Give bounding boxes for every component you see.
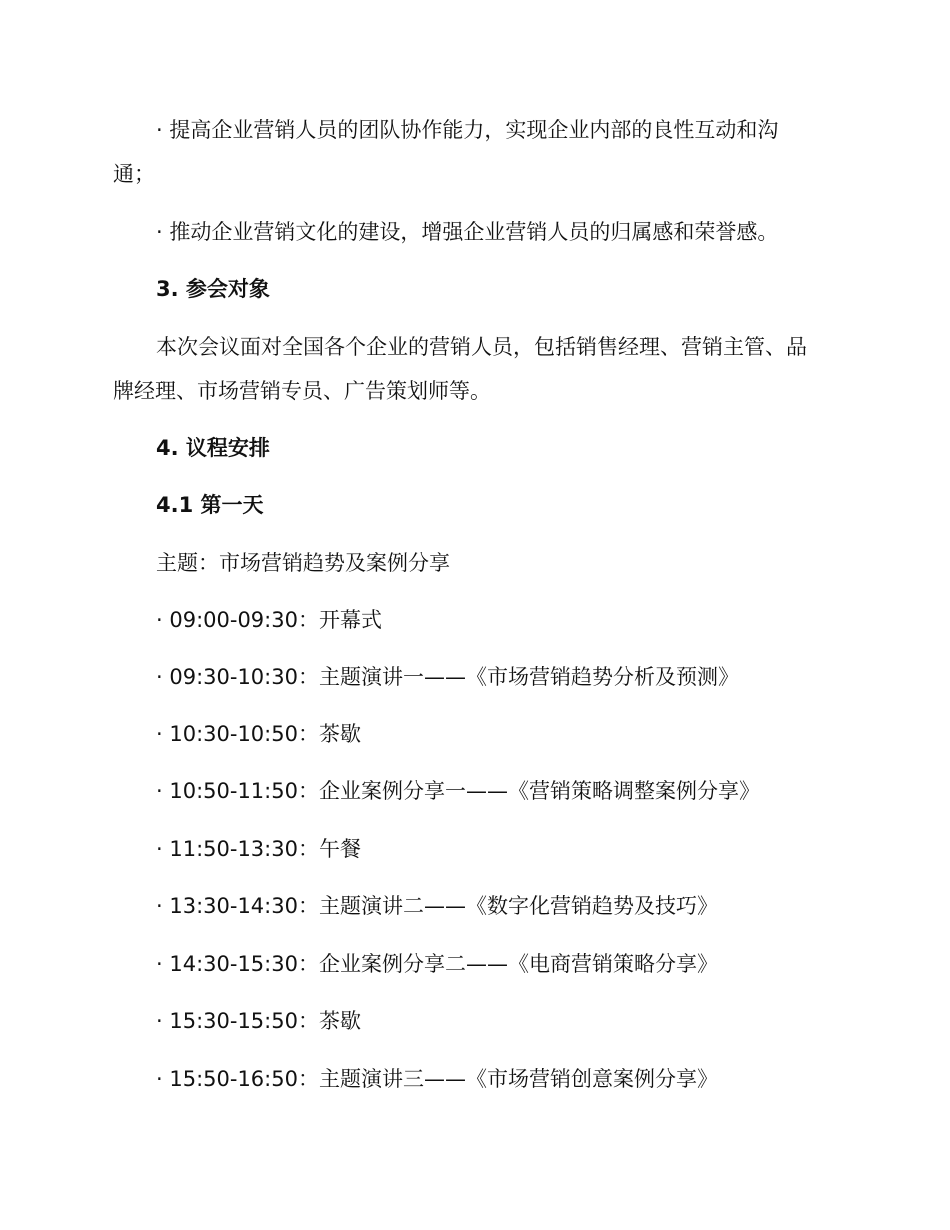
agenda-item: · 11:50-13:30：午餐 bbox=[156, 837, 361, 861]
subsection-heading-day1: 4.1 第一天 bbox=[156, 493, 264, 517]
agenda-item: · 15:30-15:50：茶歇 bbox=[156, 1009, 361, 1033]
section-heading-agenda: 4. 议程安排 bbox=[156, 436, 270, 460]
goal-bullet-1-line-2: 通； bbox=[113, 162, 155, 186]
agenda-item: · 14:30-15:30：企业案例分享二——《电商营销策略分享》 bbox=[156, 952, 718, 976]
day1-theme: 主题：市场营销趋势及案例分享 bbox=[156, 551, 450, 575]
agenda-item: · 10:30-10:50：茶歇 bbox=[156, 722, 361, 746]
attendees-paragraph-line-1: 本次会议面对全国各个企业的营销人员，包括销售经理、营销主管、品 bbox=[156, 335, 807, 359]
attendees-paragraph-line-2: 牌经理、市场营销专员、广告策划师等。 bbox=[113, 379, 491, 403]
section-heading-attendees: 3. 参会对象 bbox=[156, 277, 270, 301]
goal-bullet-1-line-1: · 提高企业营销人员的团队协作能力，实现企业内部的良性互动和沟 bbox=[156, 118, 779, 142]
agenda-item: · 13:30-14:30：主题演讲二——《数字化营销趋势及技巧》 bbox=[156, 894, 718, 918]
agenda-item: · 09:00-09:30：开幕式 bbox=[156, 608, 382, 632]
goal-bullet-2: · 推动企业营销文化的建设，增强企业营销人员的归属感和荣誉感。 bbox=[156, 220, 779, 244]
agenda-item: · 10:50-11:50：企业案例分享一——《营销策略调整案例分享》 bbox=[156, 779, 760, 803]
agenda-item: · 09:30-10:30：主题演讲一——《市场营销趋势分析及预测》 bbox=[156, 665, 739, 689]
agenda-item: · 15:50-16:50：主题演讲三——《市场营销创意案例分享》 bbox=[156, 1067, 718, 1091]
